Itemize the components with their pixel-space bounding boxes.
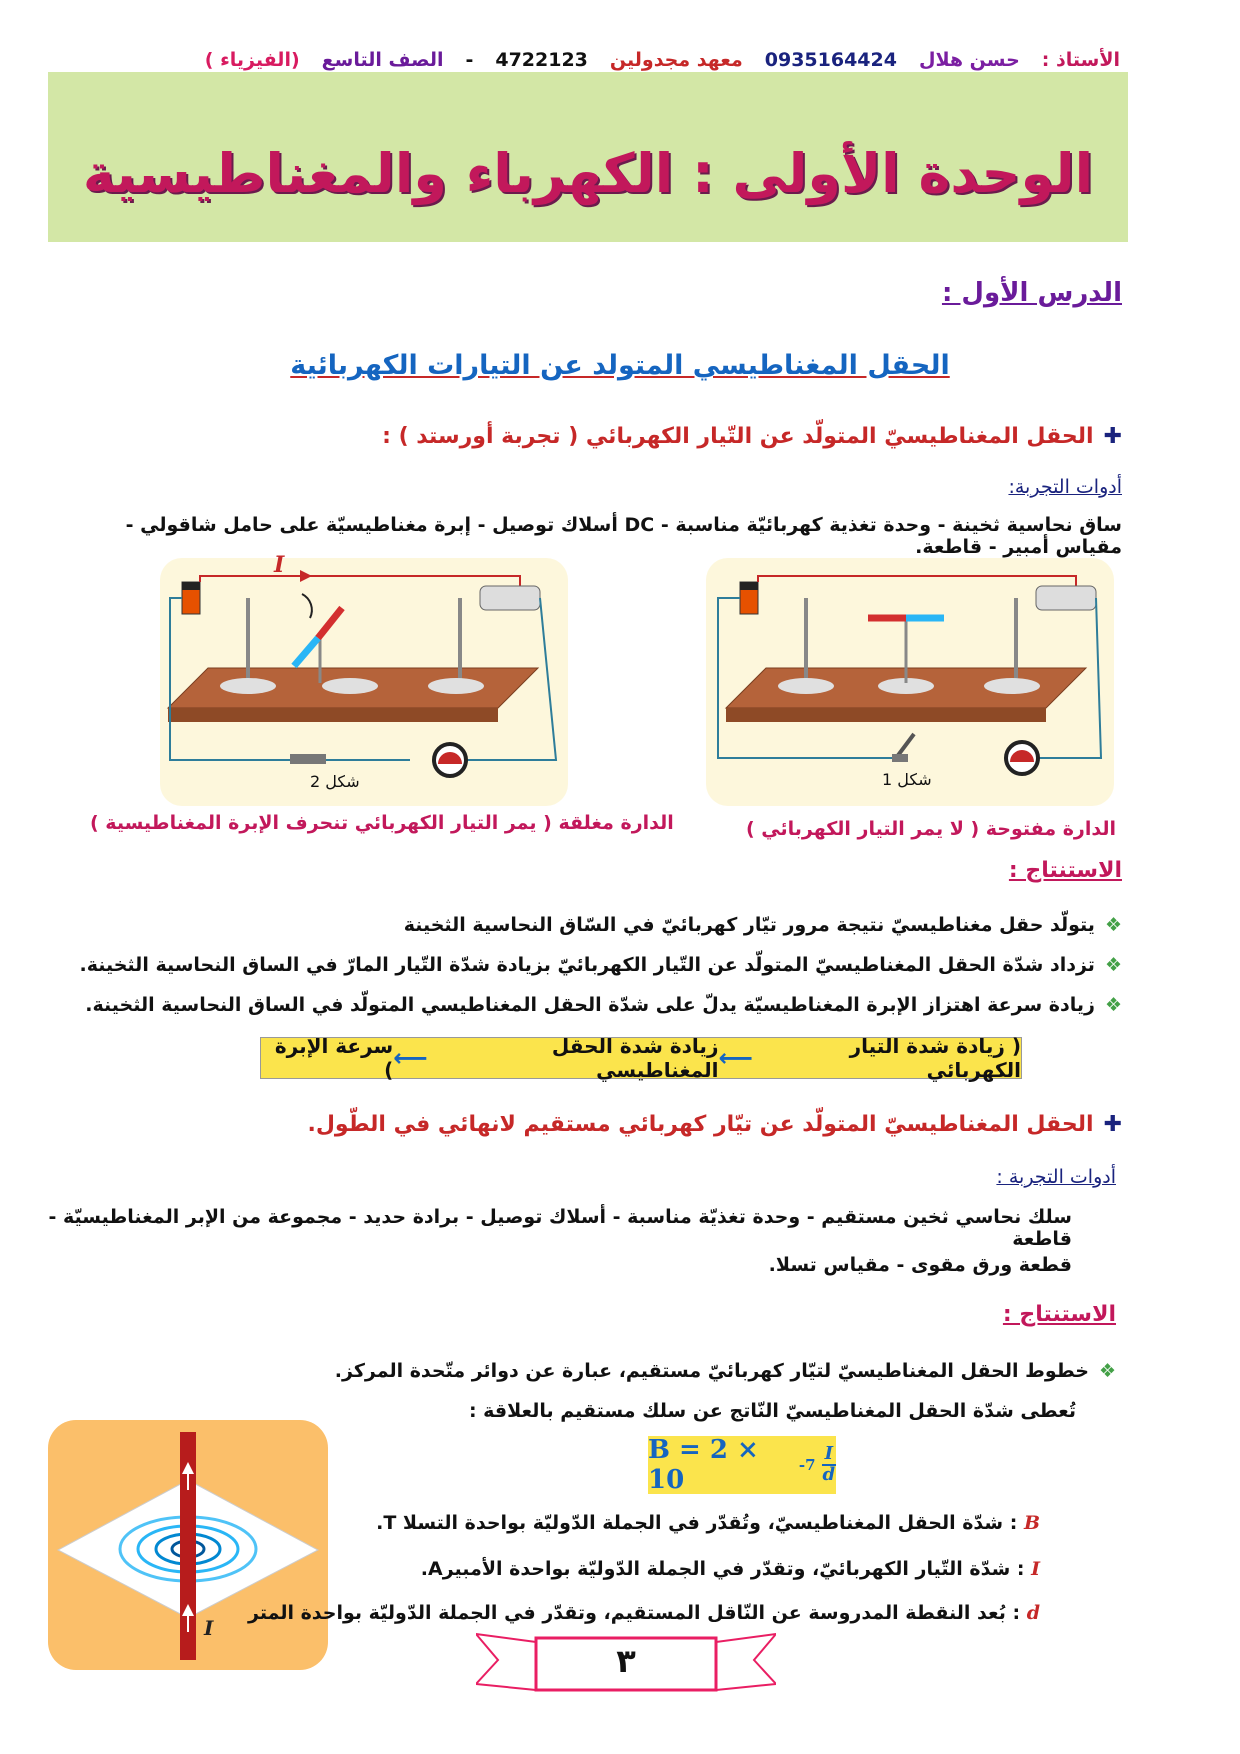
plus-bullet-icon: ✚ [1103, 1112, 1122, 1137]
wire-field-figure [48, 1420, 328, 1670]
top-wire [200, 576, 520, 598]
institute-name: معهد مجدولين [609, 49, 743, 71]
closed-switch-icon [290, 754, 326, 764]
stand-left-foot [778, 678, 834, 694]
chain-item: سرعة الإبرة ) [274, 1034, 394, 1082]
figure2-label: شكل 2 [310, 772, 360, 791]
current-label: I [274, 552, 285, 578]
arrow-left-icon: ⟵ [718, 1044, 753, 1072]
section2-heading-text: الحقل المغناطيسيّ المتولّد عن تيّار كهربائي مستقيم لانهائي في الطّول. [307, 1112, 1094, 1137]
relation-chain [260, 1034, 1022, 1082]
chain-item: ( زيادة شدة التيار الكهربائي [849, 1034, 1021, 1082]
caption-closed-circuit: الدارة مغلقة ( يمر التيار الكهربائي تنحرف الإبرة المغناطيسية ) [90, 812, 674, 834]
unit-banner [48, 72, 1128, 242]
teacher-name: حسن هلال [918, 49, 1020, 71]
conclusion-item: ❖يتولّد حقل مغناطيسيّ نتيجة مرور تيّار كهربائيّ في السّاق النحاسية الثخينة [403, 914, 1122, 936]
section2-tools-line2: قطعة ورق مقوى - مقياس تسلا. [768, 1254, 1072, 1276]
formula-denominator: d [822, 1464, 836, 1485]
base-edge [726, 708, 1046, 722]
current-arrow-head-icon [300, 570, 312, 582]
caption-open-circuit: الدارة مفتوحة ( لا يمر التيار الكهربائي ) [745, 818, 1116, 840]
needle-south [294, 638, 318, 666]
stand-left-foot [220, 678, 276, 694]
diamond-bullet-icon: ❖ [1104, 914, 1122, 936]
definition-d: d : بُعد النقطة المدروسة عن النّاقل المستقيم، وتقدّر في الجملة الدّوليّة بواحدة المتر [248, 1602, 1040, 1624]
conclusion1-label: الاستنتاج : [1008, 858, 1122, 883]
conclusion-item: ❖تزداد شدّة الحقل المغناطيسيّ المتولّد عن التّيار الكهربائيّ بزيادة شدّة التّيار المارّ في الساق النحاسية الثخينة. [79, 954, 1122, 976]
unit-title: الوحدة الأولى : الكهرباء والمغناطيسية [82, 142, 1094, 205]
field-lines-point: ❖خطوط الحقل المغناطيسيّ لتيّار كهربائيّ مستقيم، عبارة عن دوائر متّحدة المركز. [334, 1360, 1116, 1382]
formula-intro: تُعطى شدّة الحقل المغناطيسيّ النّاتج عن سلك مستقيم بالعلاقة : [468, 1400, 1076, 1422]
field-formula [648, 1436, 836, 1494]
conclusion2-label: الاستنتاج : [1002, 1302, 1116, 1327]
definition-B: B : شدّة الحقل المغناطيسيّ، وتُقدّر في الجملة الدّوليّة بواحدة التسلا T. [376, 1512, 1040, 1534]
switch-base [892, 754, 908, 762]
top-wire [758, 576, 1076, 598]
teacher-label: الأستاذ : [1041, 49, 1120, 71]
diamond-bullet-icon: ❖ [1104, 954, 1122, 976]
base-edge [168, 708, 498, 722]
battery-terminal-icon [182, 582, 200, 590]
page-number: ٣ [616, 1642, 636, 1680]
section2-heading [307, 1112, 1122, 1137]
diamond-bullet-icon: ❖ [1098, 1360, 1116, 1382]
formula-numerator: I [822, 1445, 836, 1466]
page-number-ribbon [476, 1624, 776, 1700]
figure-closed-circuit [160, 552, 568, 806]
formula-fraction [822, 1445, 836, 1485]
subject-label: (الفيزياء ) [204, 49, 300, 71]
rotation-arrow-icon [302, 594, 312, 618]
section2-tools-label: أدوات التجربة : [996, 1166, 1116, 1188]
wire-field-diagram [48, 1420, 328, 1670]
rheostat-icon [1036, 586, 1096, 610]
stand-right-foot [984, 678, 1040, 694]
formula-exponent: -7 [798, 1456, 816, 1474]
stand-mid-foot [322, 678, 378, 694]
figure1-label: شكل 1 [882, 770, 932, 789]
formula-main: B = 2 × 10 [648, 1435, 759, 1495]
figure-open-circuit [706, 558, 1114, 806]
stand-right-foot [428, 678, 484, 694]
section2-tools-line1: سلك نحاسي ثخين مستقيم - وحدة تغذيّة مناسبة - أسلاك توصيل - برادة حديد - مجموعة من الإبر المغناطيسيّة - قاطعة [48, 1206, 1072, 1250]
header-dash: - [465, 49, 474, 71]
needle-north [318, 608, 342, 638]
institute-phone: 4722123 [495, 49, 588, 71]
section1-heading [382, 424, 1122, 449]
battery-terminal-icon [740, 582, 758, 590]
chain-item: زيادة شدة الحقل المغناطيسي [551, 1034, 719, 1082]
plus-bullet-icon: ✚ [1103, 424, 1122, 449]
conclusion-item: ❖زيادة سرعة اهتزاز الإبرة المغناطيسيّة يدلّ على شدّة الحقل المغناطيسي المتولّد في الساق النحاسية الثخينة. [85, 994, 1122, 1016]
open-circuit-diagram [706, 558, 1114, 806]
teacher-phone: 0935164424 [764, 49, 897, 71]
closed-circuit-diagram [160, 558, 568, 806]
section1-heading-text: الحقل المغناطيسيّ المتولّد عن التّيار الكهربائي ( تجربة أورستد ) : [382, 424, 1094, 449]
lesson-label: الدرس الأول : [941, 278, 1122, 308]
rheostat-icon [480, 586, 540, 610]
definition-I: I : شدّة التّيار الكهربائيّ، وتقدّر في الجملة الدّوليّة بواحدة الأمبيرA. [420, 1558, 1040, 1580]
diamond-bullet-icon: ❖ [1104, 994, 1122, 1016]
section1-tools-label: أدوات التجربة: [1008, 476, 1122, 498]
arrow-left-icon: ⟵ [393, 1044, 428, 1072]
wire-current-label: I [204, 1616, 214, 1640]
topic-title: الحقل المغناطيسي المتولد عن التيارات الكهربائية [290, 350, 950, 381]
section1-tools-text: ساق نحاسية ثخينة - وحدة تغذية كهربائيّة مناسبة - DC أسلاك توصيل - إبرة مغناطيسيّة على حامل شاقولي - مقياس أمبير - قاطعة. [125, 514, 1122, 558]
grade-label: الصف التاسع [321, 49, 444, 71]
